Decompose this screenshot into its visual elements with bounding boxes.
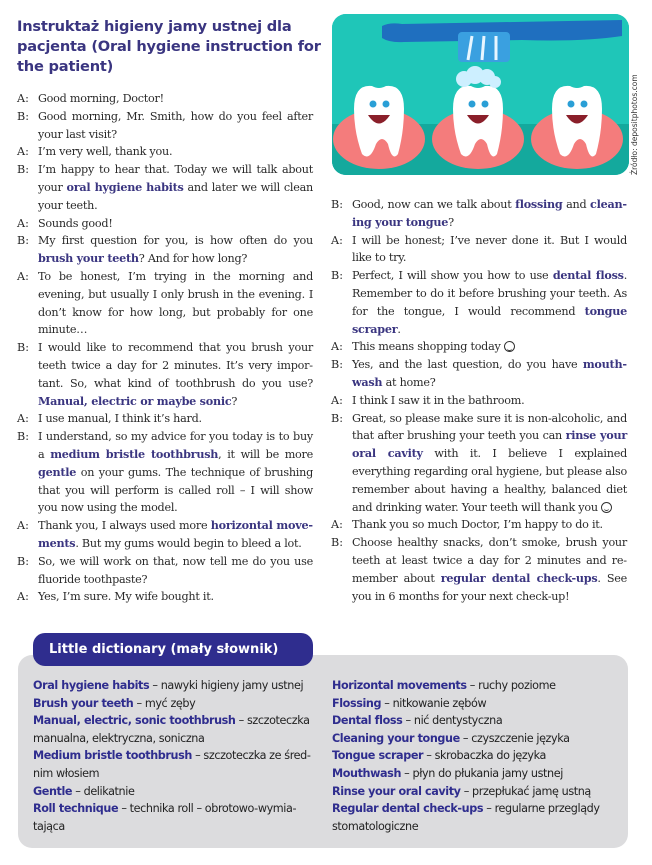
wink-emoji-icon xyxy=(601,502,612,513)
text-run: Good morning, Mr. Smith, how do you feel after your last visit? xyxy=(38,109,313,141)
dialogue-text xyxy=(38,215,313,233)
dialogue-turn xyxy=(17,517,313,553)
dictionary-entry xyxy=(332,800,622,835)
text-run: Yes, and the last question, do you have xyxy=(352,358,583,372)
text-run: Yes, I’m sure. My wife bought it. xyxy=(38,590,214,604)
page-title: Instruktaż higieny jamy ustnej dla pacjenta (Oral hygiene instruction for the patient) xyxy=(17,18,321,75)
dialogue-text xyxy=(352,356,627,392)
dictionary-definition: – nić dentystyczna xyxy=(402,714,503,728)
dialogue-text xyxy=(38,428,313,517)
dialogue-turn xyxy=(331,232,627,268)
keyword: brush your teeth xyxy=(38,251,139,266)
keyword: medium bristle toothbrush xyxy=(50,446,219,461)
keyword: oral hygiene habits xyxy=(66,179,184,194)
dialogue-turn xyxy=(17,428,313,517)
speaker-label: B: xyxy=(331,411,343,425)
speaker-label: A: xyxy=(331,518,343,532)
dictionary-entry xyxy=(33,747,318,782)
dictionary-term: Manual, electric, sonic toothbrush xyxy=(33,714,236,728)
text-run: and xyxy=(562,198,591,211)
dialogue-turn xyxy=(331,534,627,605)
dialogue-turn xyxy=(331,267,627,338)
keyword: rinse your oral cavity xyxy=(352,428,627,461)
text-run: Good morning, Doctor! xyxy=(38,92,164,105)
dictionary-definition: – nitkowanie zębów xyxy=(381,696,487,710)
text-run: So, we will work on that, now tell me do you use fluoride toothpaste? xyxy=(38,554,313,586)
speaker-label: A: xyxy=(17,590,29,604)
dialogue-turn xyxy=(17,410,313,428)
speaker-label: A: xyxy=(17,145,29,159)
keyword: horizontal movements xyxy=(38,518,314,550)
dictionary-definition: – regularne przeglądy stomatologiczne xyxy=(332,802,600,833)
dictionary-entry xyxy=(332,677,622,695)
dictionary-definition: – delikatnie xyxy=(72,784,135,798)
dialogue-text xyxy=(38,588,313,606)
dialogue-text xyxy=(38,108,313,144)
speaker-label: B: xyxy=(17,163,29,177)
dialogue-turn xyxy=(17,108,313,144)
speaker-label: A: xyxy=(17,92,29,105)
dictionary-definition: – skrobaczka do języka xyxy=(423,749,546,763)
dictionary-entry xyxy=(33,695,318,713)
text-run: I will be honest; I’ve never done it. But I would like to try. xyxy=(352,233,627,265)
dialogue-turn xyxy=(331,392,627,410)
dictionary-entry xyxy=(332,765,622,783)
dictionary-entry xyxy=(33,800,318,835)
dictionary-definition: – nawyki higieny jamy ustnej xyxy=(149,679,304,692)
dictionary-term: Regular dental check-ups xyxy=(332,802,484,816)
speaker-label: A: xyxy=(17,216,29,230)
text-run: I use manual, I think it’s hard. xyxy=(38,412,202,426)
speaker-label: B: xyxy=(17,109,29,123)
speaker-label: B: xyxy=(331,269,343,283)
speaker-label: B: xyxy=(331,358,343,372)
dialogue-turn xyxy=(17,339,313,410)
dictionary-term: Gentle xyxy=(33,784,73,798)
speaker-label: A: xyxy=(331,393,343,407)
speaker-label: A: xyxy=(17,412,29,426)
text-run: My first question for you, is how often do you xyxy=(38,234,313,248)
keyword: mouthwash xyxy=(352,357,627,389)
text-run: ? xyxy=(448,215,454,229)
dictionary-entry xyxy=(332,695,622,713)
speaker-label: B: xyxy=(17,554,29,568)
dictionary-term: Brush your teeth xyxy=(33,696,134,710)
dialogue-text xyxy=(352,338,627,356)
speaker-label: A: xyxy=(17,269,29,283)
dictionary-entry xyxy=(33,783,318,801)
dialogue-text xyxy=(38,517,313,553)
speaker-label: B: xyxy=(331,536,343,550)
text-run: Good, now can we talk about xyxy=(352,198,516,211)
dictionary-definition: – szczoteczka ze średnim włosiem xyxy=(33,749,311,780)
dictionary-term: Mouthwash xyxy=(332,766,402,780)
dialogue-text xyxy=(38,90,313,108)
wink-emoji-icon xyxy=(504,341,515,352)
dialogue-text xyxy=(352,516,627,534)
dictionary-definition: – czyszczenie języka xyxy=(459,731,570,745)
text-run: Sounds good! xyxy=(38,216,113,230)
text-run: Perfect, I will show you how to use xyxy=(352,269,553,283)
dictionary-term: Rinse your oral cavity xyxy=(332,784,461,798)
dictionary-entry xyxy=(332,747,622,765)
dialogue-turn xyxy=(17,588,313,606)
dialogue-text xyxy=(352,267,627,338)
text-run: . But my gums would begin to bleed a lot. xyxy=(75,536,302,550)
dialogue-text xyxy=(352,392,627,410)
dialogue-text xyxy=(38,410,313,428)
keyword: flossing xyxy=(515,197,563,211)
dialogue-text xyxy=(352,410,627,517)
dialogue-text xyxy=(352,232,627,268)
dialogue-turn xyxy=(17,143,313,161)
keyword: cleaning your tongue xyxy=(352,197,627,229)
dictionary-right-column xyxy=(332,677,622,835)
text-run: . Remember to do it before brushing your teeth. As for the tongue, I would recommend xyxy=(352,269,627,318)
dialogue-text xyxy=(352,196,627,232)
dictionary-term: Roll technique xyxy=(33,802,119,816)
dialogue-turn xyxy=(331,196,627,232)
text-run: This means shopping today xyxy=(352,340,504,354)
dialogue-text xyxy=(38,232,313,268)
dictionary-definition: – płyn do płukania jamy ustnej xyxy=(401,766,563,780)
text-run: , it will be more xyxy=(218,447,314,461)
dialogue-left-column xyxy=(17,90,313,606)
dialogue-turn xyxy=(17,90,313,108)
dictionary-entry xyxy=(332,783,622,801)
dialogue-text xyxy=(38,268,313,339)
text-run: I understand, so my advice for you today is to buy a xyxy=(38,430,313,461)
dialogue-turn xyxy=(17,268,313,339)
text-run: Thank you, I always used more xyxy=(38,519,211,533)
text-run: . See you in 6 months for your next check-up! xyxy=(352,571,627,603)
dialogue-text xyxy=(38,161,313,214)
text-run: with it. I believe I explained everything regarding oral hygiene, but please also remember about having a healthy, balanced diet and drinking water. Your teeth will thank you xyxy=(352,447,627,514)
dictionary-term: Flossing xyxy=(332,696,382,710)
dialogue-text xyxy=(38,553,313,589)
dialogue-turn xyxy=(17,161,313,214)
dictionary-definition: – technika roll – obrotowo-wymiatająca xyxy=(33,802,297,833)
illustration-teeth-toothbrush xyxy=(332,14,629,175)
dialogue-text xyxy=(38,339,313,410)
speaker-label: B: xyxy=(331,198,343,211)
dialogue-turn xyxy=(331,356,627,392)
speaker-label: B: xyxy=(17,341,29,355)
dialogue-text xyxy=(38,143,313,161)
text-run: Great, so please make sure it is non-alcoholic, and that after brushing your teeth you can xyxy=(352,411,627,443)
dictionary-definition: – ruchy poziome xyxy=(466,679,556,692)
dictionary-entry xyxy=(33,677,318,695)
dictionary-term: Medium bristle toothbrush xyxy=(33,749,192,763)
dictionary-definition: – myć zęby xyxy=(133,696,196,710)
speaker-label: A: xyxy=(331,340,343,354)
dictionary-entry xyxy=(33,712,318,747)
dictionary-term: Oral hygiene habits xyxy=(33,679,150,692)
text-run: . xyxy=(397,322,401,336)
dictionary-definition: – szczoteczka manualna, elektryczna, soniczna xyxy=(33,714,310,745)
text-run: on your gums. The technique of brushing that you will perform is called roll – I will show you now using the model. xyxy=(38,465,313,515)
dictionary-title: Little dictionary (mały słownik) xyxy=(33,633,313,666)
text-run: ? And for how long? xyxy=(138,252,248,266)
text-run: To be honest, I’m trying in the morning and evening, but usually I only brush in the evening. I don’t know for how long, but probably for one minute… xyxy=(38,269,313,337)
speaker-label: B: xyxy=(17,430,29,444)
dictionary-term: Cleaning your tongue xyxy=(332,731,460,745)
dialogue-turn xyxy=(331,410,627,517)
dialogue-turn xyxy=(17,232,313,268)
keyword: regular dental check-ups xyxy=(440,570,598,585)
dictionary-term: Horizontal movements xyxy=(332,679,467,692)
speaker-label: A: xyxy=(17,519,29,533)
dialogue-turn xyxy=(17,553,313,589)
text-run: I would like to recommend that you brush your teeth twice a day for 2 minutes. It’s very important. So, what kind of toothbrush do you use? xyxy=(38,341,313,390)
text-run: I think I saw it in the bathroom. xyxy=(352,393,525,407)
text-run: at home? xyxy=(382,375,436,389)
text-run: and later we will clean your teeth. xyxy=(38,180,313,212)
dictionary-term: Tongue scraper xyxy=(332,749,424,763)
text-run: Thank you so much Doctor, I’m happy to do it. xyxy=(352,518,603,532)
teeth-illustration xyxy=(332,14,629,175)
dialogue-right-column xyxy=(331,196,627,605)
text-run: ? xyxy=(231,394,238,408)
image-credit: Źródło: depositphotos.com xyxy=(630,74,639,175)
text-run: I’m very well, thank you. xyxy=(38,145,173,159)
dialogue-text xyxy=(352,534,627,605)
text-run: Choose healthy snacks, don’t smoke, brush your teeth at least twice a day for 2 minutes and remember about xyxy=(352,536,627,585)
dictionary-left-column xyxy=(33,677,318,835)
speaker-label: A: xyxy=(331,233,343,247)
keyword: gentle xyxy=(38,464,77,479)
dialogue-turn xyxy=(331,338,627,356)
speaker-label: B: xyxy=(17,234,29,248)
dialogue-turn xyxy=(331,516,627,534)
dictionary-entry xyxy=(332,730,622,748)
keyword: dental floss xyxy=(552,268,624,283)
dictionary-definition: – przepłukać jamę ustną xyxy=(460,784,591,798)
dictionary-term: Dental floss xyxy=(332,714,403,728)
dialogue-turn xyxy=(17,215,313,233)
text-run: I’m happy to hear that. Today we will talk about your xyxy=(38,163,313,194)
dictionary-entry xyxy=(332,712,622,730)
keyword: Manual, electric or maybe sonic xyxy=(38,393,232,408)
keyword: tongue scraper xyxy=(352,303,627,336)
